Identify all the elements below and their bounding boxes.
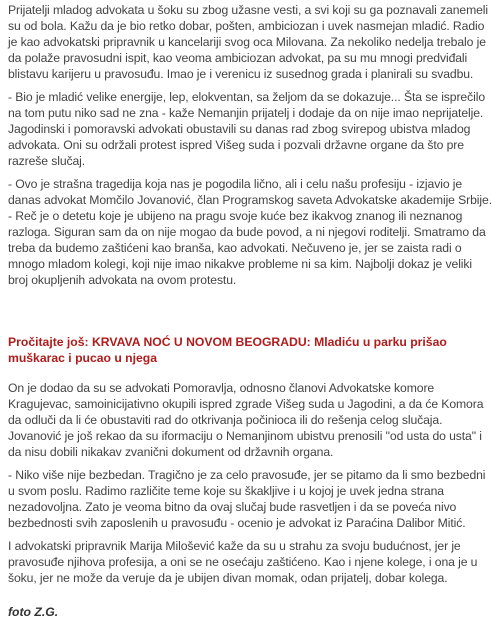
article-paragraph-6: I advokatski pripravnik Marija Milošević kaže da su u strahu za svoju budućnost, jer je pravosuđe njihova profesija, a oni se ne osećaju zaštićeno. Kao i njene kolege, i ona je u šoku, jer ne može da veruje da je ubijen divan momak, odan prijatelj, dobar kolega.: [8, 539, 478, 585]
related-prefix: Pročitajte još:: [8, 335, 92, 349]
article-paragraph-2: - Bio je mladić velike energije, lep, elokventan, sa željom da se dokazuje... Šta se isprečilo na tom putu niko sad ne zna - kaže Nemanjin prijatelj i dodaje da on nije imao neprijatelje. Jagodinski i pomoravski advokati obustavili su danas rad zbog svirepog ubistva mladog advokata. Oni su održali protest ispred Višeg suda i pozvali državne organe da što pre razreše slučaj.: [8, 90, 485, 168]
article-paragraph-3: - Ovo je strašna tragedija koja nas je pogodila lično, ali i celu našu profesiju - izjavio je danas advokat Momčilo Jovanović, član Programskog saveta Advokatske akademije Srbije. - Reč je o detetu koje je ubijeno na pragu svoje kuće bez ikakvog znanog ili neznanog razloga. Siguran sam da on nije mogao da bude povod, a ni njegovi roditelji. Smatramo da treba da budemo zaštićeni kao branša, kao advokati. Nečuveno je, jer se zaista radi o mnogo mladom kolegi, koji nije imao nikakve probleme ni sa kim. Najbolji dokaz je veliki broj okupljenih advokata na ovom protestu.: [8, 177, 492, 287]
article-paragraph-4: On je dodao da su se advokati Pomoravlja, odnosno članovi Advokatske komore Kragujevac, samoinicijativno okupili ispred zgrade Višeg suda u Jagodini, a da će Komora da odluči da li će obustaviti rad do otkrivanja počinioca ili do rešenja celog slučaja. Jovanović je još rekao da su iformaciju o Nemanjinom ubistvu prenosili "od usta do usta" i da nisu dobili nikakav zvanični dokument od državnih organa.: [8, 381, 484, 459]
related-article-title[interactable]: KRVAVA NOĆ U NOVOM BEOGRADU: Mladiću u parku prišao muškarac i pucao u njega: [8, 335, 447, 365]
related-article-link[interactable]: [8, 334, 492, 366]
article-paragraph-5: - Niko više nije bezbedan. Tragično je za celo pravosuđe, jer se pitamo da li smo bezbedni u svom poslu. Radimo različite teme koje su škakljive i u kojoj je uvek jedna strana nezadovoljna. Zato je veoma bitno da ovaj slučaj bude rasvetljen i da se poveća nivo bezbednosti svih zaposlenih u pravosuđu - ocenio je advokat iz Paraćina Dalibor Mitić.: [8, 468, 486, 530]
photo-credit: foto Z.G.: [8, 605, 59, 619]
article-paragraph-1: Prijatelji mladog advokata u šoku su zbog užasne vesti, a svi koji su ga poznavali zanemeli su od bola. Kažu da je bio retko dobar, pošten, ambiciozan i uvek nasmejan mladić. Radio je kao advokatski pripravnik u kancelariji svog oca Milovana. Za nekoliko nedelja trebalo je da polaže pravosudni ispit, kao veoma ambiciozan advokat, pa su mu mnogi predviđali blistavu karijeru u pravosuđu. Imao je i verenicu iz susednog grada i planirali su svadbu.: [8, 3, 489, 81]
